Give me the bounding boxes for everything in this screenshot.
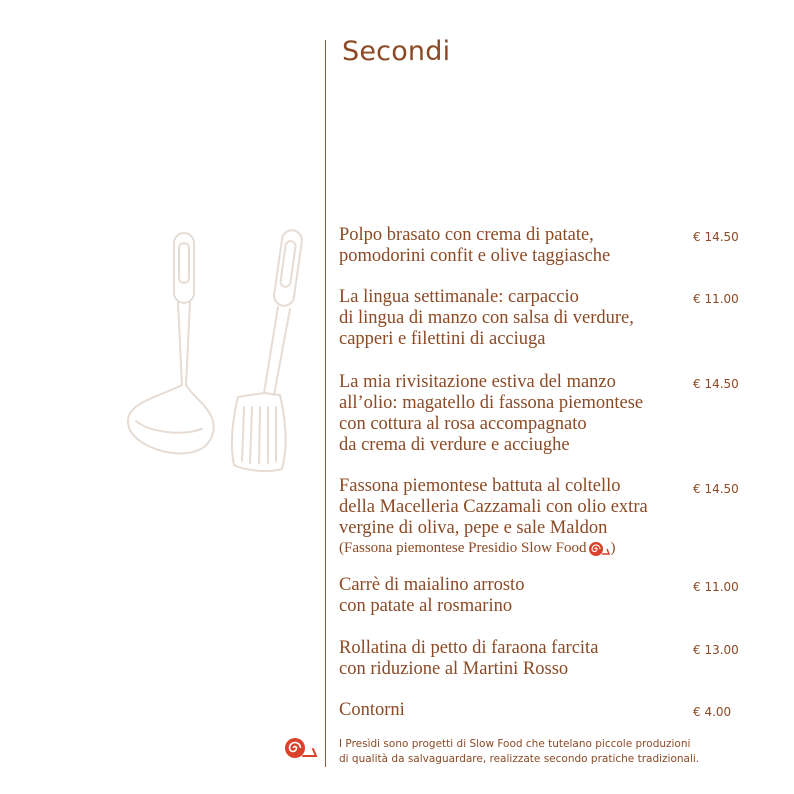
menu-item-price: € 4.00 <box>693 705 732 719</box>
menu-item-maialino <box>339 575 524 617</box>
menu-item-fassona <box>339 476 648 558</box>
menu-item-name: Carrè di maialino arrosto con patate al rosmarino <box>339 575 525 616</box>
utensils-sketch-icon <box>118 225 308 475</box>
presidio-note-close: ) <box>610 540 616 556</box>
slow-food-snail-icon <box>588 541 610 557</box>
menu-item-price: € 14.50 <box>693 482 739 496</box>
menu-item-price: € 14.50 <box>693 230 739 244</box>
vertical-divider <box>325 40 326 767</box>
menu-item-name: Fassona piemontese battuta al coltello della Macelleria Cazzamali con olio extra vergine di oliva, pepe e sale Maldon <box>339 476 648 538</box>
menu-item-lingua <box>339 287 634 350</box>
section-title: Secondi <box>342 36 451 67</box>
menu-item-name: Contorni <box>339 700 405 720</box>
menu-item-price: € 11.00 <box>693 580 739 594</box>
menu-item-name: La mia rivisitazione estiva del manzo all’olio: magatello di fassona piemontese con cottura al rosa accompagnato da crema di verdure e acciughe <box>339 372 644 455</box>
presidio-note-text: (Fassona piemontese Presidio Slow Food <box>339 540 587 556</box>
menu-item-faraona <box>339 638 598 680</box>
menu-item-name: Polpo brasato con crema di patate, pomodorini confit e olive taggiasche <box>339 225 611 266</box>
slow-food-snail-icon <box>283 736 319 760</box>
menu-item-polpo <box>339 225 610 267</box>
menu-item-price: € 14.50 <box>693 377 739 391</box>
menu-item-price: € 13.00 <box>693 643 739 657</box>
menu-item-price: € 11.00 <box>693 292 739 306</box>
menu-item-name: La lingua settimanale: carpaccio di lingua di manzo con salsa di verdure, capperi e filettini di acciuga <box>339 287 634 349</box>
menu-item-contorni <box>339 700 405 721</box>
menu-item-manzo <box>339 372 643 456</box>
presidio-note <box>339 539 648 558</box>
presidio-footnote: I Presìdi sono progetti di Slow Food che tutelano piccole produzioni di qualità da salvaguardare, realizzate secondo pratiche tradizionali. <box>339 738 700 765</box>
menu-item-name: Rollatina di petto di faraona farcita con riduzione al Martini Rosso <box>339 638 599 679</box>
